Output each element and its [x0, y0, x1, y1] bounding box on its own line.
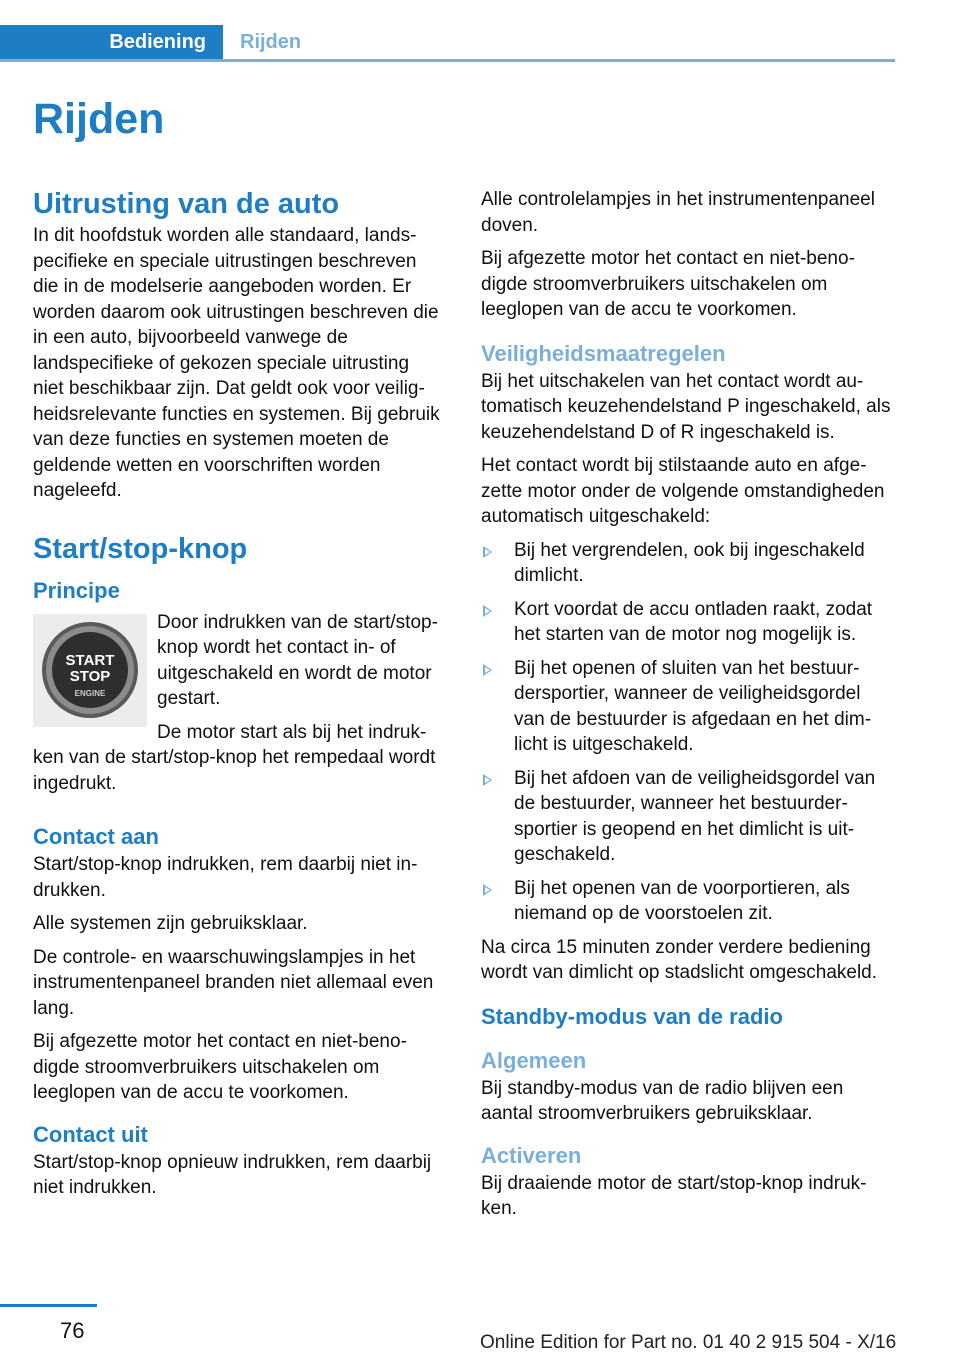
- heading-startstop: Start/stop-knop: [33, 532, 248, 565]
- heading-principe: Principe: [33, 577, 120, 603]
- paragraph-v1: Bij het uitschakelen van het contact wordt automatisch keuzehendelstand P ingeschakeld, als keuzehendelstand D of R ingeschakeld is.: [481, 370, 891, 443]
- tab-bediening[interactable]: Bediening: [0, 25, 223, 59]
- list-item: Bij het openen van de voorportieren, als niemand op de voorstoelen zit.: [481, 876, 891, 927]
- list-item: Bij het afdoen van de veiligheidsgordel van de bestuurder, wanneer het bestuurdersportier is geopend en het dimlicht is uitgeschakeld.: [481, 766, 891, 868]
- heading-veiligheid: Veiligheidsmaatregelen: [481, 340, 726, 366]
- heading-standby: Standby-modus van de radio: [481, 1003, 783, 1029]
- paragraph-activeren: Bij draaiende motor de start/stop-knop indrukken.: [481, 1172, 867, 1219]
- heading-activeren: Activeren: [481, 1142, 582, 1168]
- triangle-bullet-icon: [483, 884, 492, 896]
- paragraph-aan-4: Bij afgezette motor het contact en niet-benodigde stroomverbruikers uitschakelen om leeglopen van de accu te voorkomen.: [33, 1031, 407, 1103]
- paragraph-aan-3: De controle- en waarschuwingslampjes in het instrumentenpaneel branden niet allemaal even lang.: [33, 946, 434, 1019]
- paragraph-r1: Alle controlelampjes in het instrumentenpaneel doven.: [481, 189, 875, 236]
- header-tabs: [0, 25, 895, 62]
- paragraph-aan-1: Start/stop-knop indrukken, rem daarbij niet indrukken.: [33, 854, 418, 901]
- heading-contact-aan: Contact aan: [33, 824, 159, 849]
- button-label-stop: STOP: [69, 668, 111, 685]
- heading-uitrusting: Uitrusting van de auto: [33, 188, 340, 220]
- triangle-bullet-icon: [483, 605, 492, 617]
- paragraph-v3: Na circa 15 minuten zonder verdere bediening wordt van dimlicht op stadslicht omgeschakeld.: [481, 936, 878, 983]
- paragraph-uit-1: Start/stop-knop opnieuw indrukken, rem daarbij niet indrukken.: [33, 1151, 432, 1198]
- button-label-engine: ENGINE: [74, 689, 106, 698]
- paragraph-v2: Het contact wordt bij stilstaande auto en afgezette motor onder de volgende omstandigheden automatisch uitgeschakeld:: [481, 455, 885, 527]
- heading-algemeen: Algemeen: [481, 1047, 587, 1073]
- page-number: 76: [60, 1318, 85, 1343]
- paragraph-uitrusting: In dit hoofdstuk worden alle standaard, landspecifieke en speciale uitrustingen beschreven die in de modelserie aangeboden worden. Er worden daarom ook uitrustingen beschreven die in een auto, bijvoorbeeld vanwege de landspecifieke of gekozen speciale uitrusting niet beschikbaar zijn. Dat geldt ook voor veiligheidsrelevante functies en systemen. Bij gebruik van deze functies en systemen moeten de geldende wetten en voorschriften worden nageleefd.: [33, 225, 440, 501]
- triangle-bullet-icon: [483, 664, 492, 676]
- heading-contact-uit: Contact uit: [33, 1121, 148, 1147]
- left-column: [33, 185, 441, 1209]
- paragraph-r2: Bij afgezette motor het contact en niet-benodigde stroomverbruikers uitschakelen om leeglopen van de accu te voorkomen.: [481, 248, 855, 320]
- footer-divider: [0, 1304, 97, 1307]
- footer-edition: Online Edition for Part no. 01 40 2 915 504 - X/16: [480, 1332, 897, 1353]
- list-item: Bij het openen of sluiten van het bestuurdersportier, wanneer de veiligheidsgordel van de bestuurder is afgedaan en het dimlicht is uitgeschakeld.: [481, 656, 891, 758]
- page-title: Rijden: [33, 95, 165, 143]
- triangle-bullet-icon: [483, 546, 492, 558]
- tab-rijden[interactable]: Rijden: [240, 30, 302, 53]
- list-item: Kort voordat de accu ontladen raakt, zodat het starten van de motor nog mogelijk is.: [481, 597, 891, 648]
- paragraph-principe-2: De motor start als bij het indrukken van de start/stop-knop het rempedaal wordt ingedrukt.: [33, 721, 436, 794]
- triangle-bullet-icon: [483, 774, 492, 786]
- header-divider: [0, 59, 895, 62]
- right-column: [481, 187, 891, 1230]
- button-label-start: START: [65, 652, 115, 669]
- start-stop-button-image: [33, 614, 147, 727]
- paragraph-aan-2: Alle systemen zijn gebruiksklaar.: [33, 913, 308, 934]
- paragraph-principe-1: Door indrukken van de start/stop-knop wordt het contact in- of uitgeschakeld en wordt de motor gestart.: [157, 611, 438, 709]
- paragraph-algemeen: Bij standby-modus van de radio blijven een aantal stroomverbruikers gebruiksklaar.: [481, 1077, 844, 1124]
- conditions-list: [481, 538, 891, 927]
- list-item: Bij het vergrendelen, ook bij ingeschakeld dimlicht.: [481, 538, 891, 589]
